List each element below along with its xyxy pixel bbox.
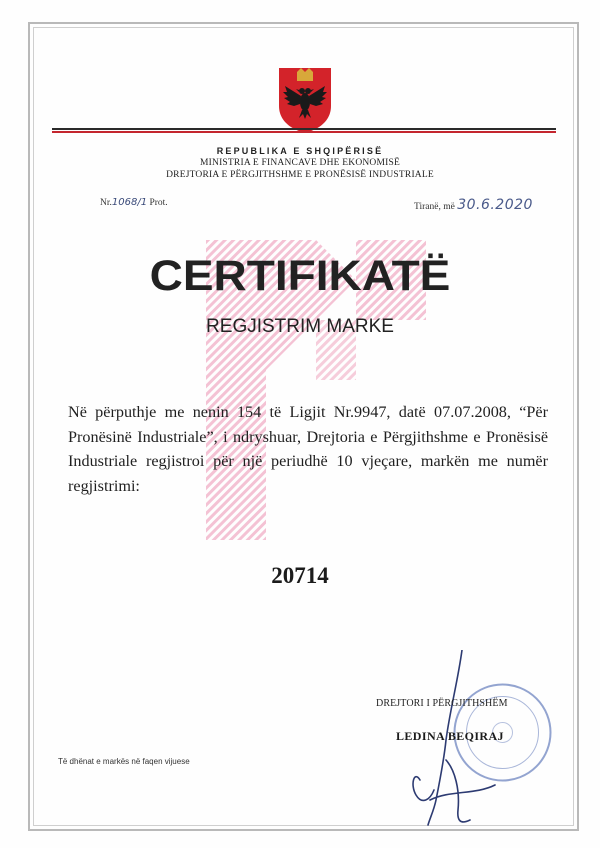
header-divider-black — [52, 128, 556, 130]
registration-number: 20714 — [271, 563, 329, 588]
coat-of-arms-icon — [277, 66, 333, 134]
issue-date — [414, 197, 533, 213]
protocol-suffix: Prot. — [147, 198, 168, 208]
header-republic: REPUBLIKA E SHQIPËRISË — [216, 146, 384, 156]
header-ministry: MINISTRIA E FINANCAVE DHE EKONOMISË — [200, 158, 400, 168]
signatory-title: DREJTORI I PËRGJITHSHËM — [376, 698, 508, 709]
signatory-name: LEDINA BEQIRAJ — [396, 729, 504, 743]
certificate-subtitle: REGJISTRIM MARKE — [206, 316, 394, 337]
header-directorate: DREJTORIA E PËRGJITHSHME E PRONËSISË INDUSTRIALE — [166, 170, 434, 180]
certificate-body: Në përputhje me nenin 154 të Ligjit Nr.9947, datë 07.07.2008, “Për Pronësinë Industriale”, i ndryshuar, Drejtoria e Përgjithshme e Pronësisë Industriale regjistroi për një periudhë 10 vjeçare, markën me numër regjistrimi: — [68, 403, 548, 495]
date-value: 30.6.2020 — [457, 197, 533, 213]
protocol-value: 1068/1 — [111, 197, 148, 208]
footnote-next-page: Të dhënat e markës në faqen vijuese — [58, 757, 190, 766]
header-divider-red — [52, 131, 556, 133]
certificate-title: CERTIFIKATË — [149, 252, 451, 300]
date-prefix: Tiranë, më — [414, 202, 458, 212]
protocol-prefix: Nr. — [100, 198, 112, 208]
protocol-number — [100, 197, 168, 208]
